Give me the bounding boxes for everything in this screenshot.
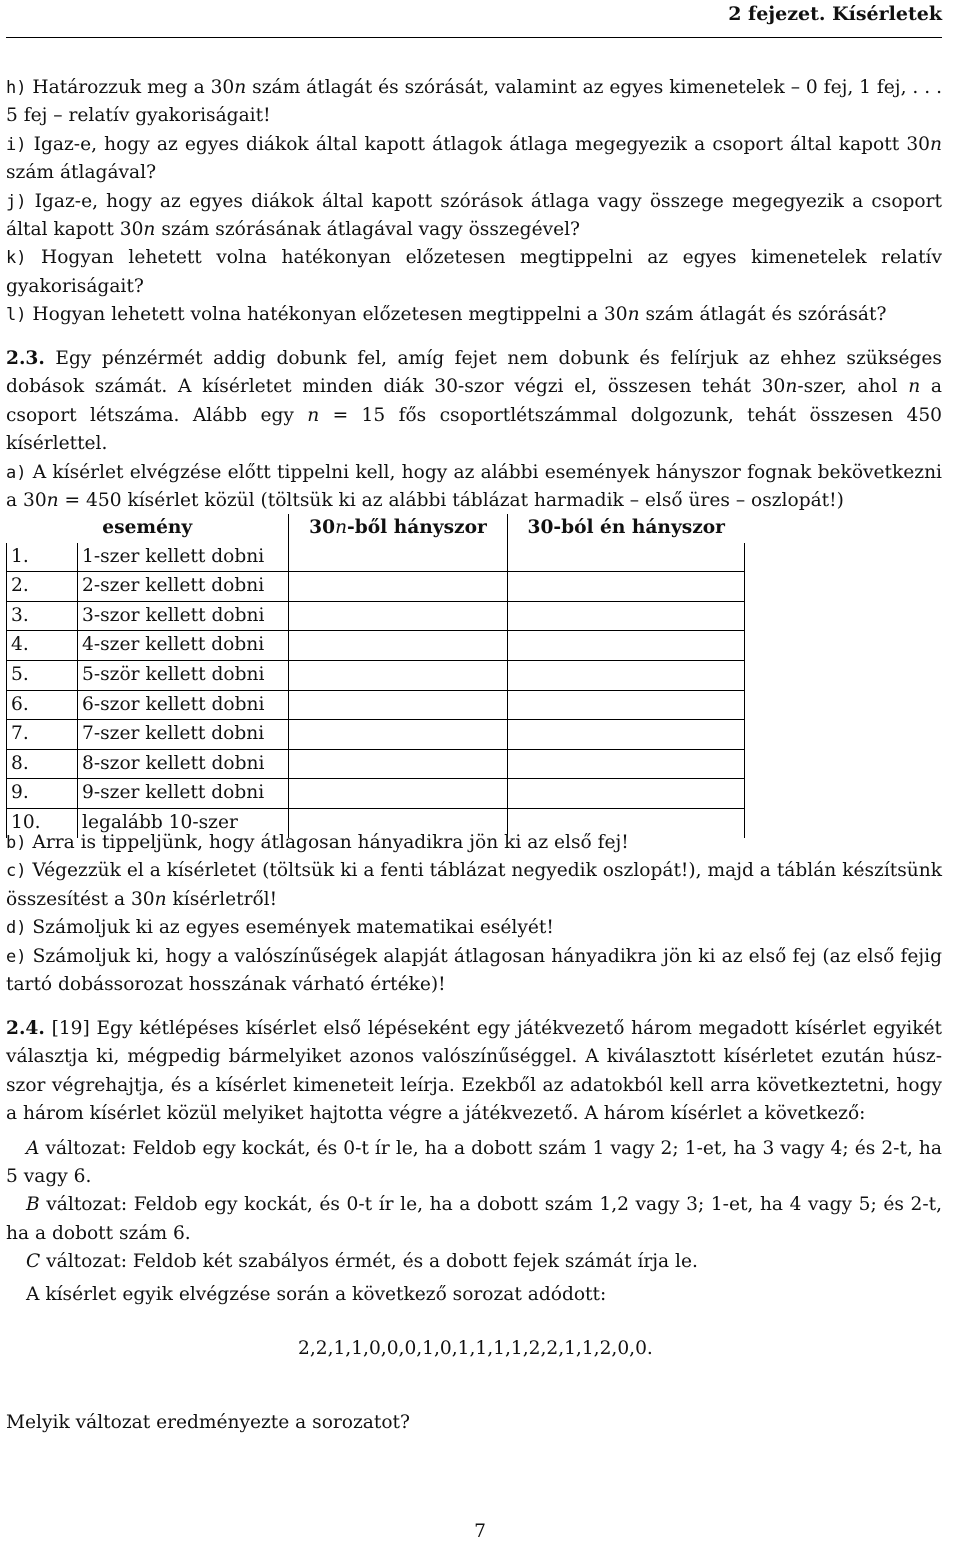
problem-2-4 [6, 1015, 942, 1309]
row-number: 6. [7, 690, 78, 720]
row-number: 9. [7, 779, 78, 809]
variant-a: A változat: Feldob egy kockát, és 0-t ír le, ha a dobott szám 1 vagy 2; 1-et, ha 3 vagy 4; és 2-t, ha 5 vagy 6. [6, 1137, 942, 1188]
question-label: a) [6, 462, 27, 483]
row-event: 5-ször kellett dobni [78, 660, 289, 690]
row-own-cell[interactable] [508, 660, 745, 690]
row-guess-cell[interactable] [289, 749, 508, 779]
chapter-header: 2 fejezet. Kísérletek [728, 3, 942, 25]
problem-2-3-text: 2.3. Egy pénzérmét addig dobunk fel, amíg fejet nem dobunk és felírjuk az ehhez szükséges dobások számát. A kísérletet minden diák 30-szor végzi el, összesen tehát 30n-szer, ahol n a csoport létszáma. Alább egy n = 15 fős csoportlétszámmal dolgozunk, tehát összesen 450 kísérlettel. [6, 348, 942, 455]
variant-b: B változat: Feldob egy kockát, és 0-t ír le, ha a dobott szám 1,2 vagy 3; 1-et, ha 4 vagy 5; és 2-t, ha a dobott szám 6. [6, 1194, 942, 1244]
row-event: 7-szer kellett dobni [78, 720, 289, 750]
table-row [7, 543, 745, 572]
question-label: i) [6, 134, 27, 155]
row-number: 8. [7, 749, 78, 779]
table-row [7, 601, 745, 631]
row-event: 9-szer kellett dobni [78, 779, 289, 809]
row-number: 10. [7, 808, 78, 837]
question-label: e) [6, 946, 27, 967]
table-row [7, 631, 745, 661]
row-number: 3. [7, 601, 78, 631]
variant-c: C változat: Feldob két szabályos érmét, és a dobott fejek számát írja le. [26, 1251, 698, 1273]
row-event: 8-szor kellett dobni [78, 749, 289, 779]
question-a: a) A kísérlet elvégzése előtt tippelni kell, hogy az alábbi események hányszor fognak bekövetkezni a 30n = 450 kísérlet közül (töltsük ki az alábbi táblázat harmadik – első üres – oszlopát!) [6, 461, 942, 512]
table-row [7, 749, 745, 779]
row-own-cell[interactable] [508, 779, 745, 809]
questions-top [6, 74, 942, 330]
column-header-group: 30n-ből hányszor [289, 514, 508, 543]
row-own-cell[interactable] [508, 690, 745, 720]
row-own-cell[interactable] [508, 543, 745, 572]
question-j: j) Igaz-e, hogy az egyes diákok által kapott szórások átlaga vagy összege megegyezik a csoport által kapott 30n szám szórásának átlagával vagy összegével? [6, 190, 942, 241]
question-label: d) [6, 918, 27, 939]
column-header-event: esemény [7, 514, 289, 543]
question-c: c) Végezzük el a kísérletet (töltsük ki a fenti táblázat negyedik oszlopát!), majd a táblán készítsünk összesítést a 30n kísérletről! [6, 860, 942, 910]
result-sequence: 2,2,1,1,0,0,0,1,0,1,1,1,1,2,2,1,1,2,0,0. [298, 1338, 653, 1359]
question-e: e) Számoljuk ki, hogy a valószínűségek alapját átlagosan hányadikra jön ki az első fej (az első fejig tartó dobássorozat hosszának várható értéke)! [6, 945, 942, 996]
row-number: 1. [7, 543, 78, 572]
question-l: l) Hogyan lehetett volna hatékonyan előzetesen megtippelni a 30n szám átlagát és szórását? [6, 304, 887, 326]
row-event: 1-szer kellett dobni [78, 543, 289, 572]
row-guess-cell[interactable] [289, 572, 508, 602]
header-rule [6, 37, 942, 38]
row-own-cell[interactable] [508, 631, 745, 661]
row-number: 4. [7, 631, 78, 661]
final-question-text: Melyik változat eredményezte a sorozatot? [6, 1412, 410, 1433]
problem-2-3 [6, 345, 942, 515]
table-row [7, 690, 745, 720]
row-event: 4-szer kellett dobni [78, 631, 289, 661]
table-row [7, 720, 745, 750]
question-label: j) [6, 191, 27, 212]
table-row [7, 779, 745, 809]
sequence-intro: A kísérlet egyik elvégzése során a következő sorozat adódott: [26, 1283, 607, 1305]
table-header-row [7, 514, 745, 543]
row-number: 7. [7, 720, 78, 750]
questions-after [6, 829, 942, 999]
page-number: 7 [474, 1521, 486, 1542]
row-own-cell[interactable] [508, 572, 745, 602]
question-d: d) Számoljuk ki az egyes események matematikai esélyét! [6, 917, 554, 939]
problem-number: 2.3. [6, 348, 45, 369]
row-event: 3-szor kellett dobni [78, 601, 289, 631]
problem-2-4-text: 2.4. [19] Egy kétlépéses kísérlet első lépéseként egy játékvezető három megadott kísérlet egyikét választja ki, mégpedig bármelyiket azonos valószínűséggel. A kiválasztott kísérletet ezután húsz-szor végrehajtja, és a kísérlet kimeneteit leírja. Ezekből az adatokból kell arra következtetni, hogy a három kísérlet közül melyiket hajtotta végre a játékvezető. A három kísérlet a következő: [6, 1018, 942, 1125]
question-h: h) Határozzuk meg a 30n szám átlagát és szórását, valamint az egyes kimenetelek – 0 fej, 1 fej, . . . 5 fej – relatív gyakoriságait! [6, 77, 942, 127]
final-question [6, 1409, 942, 1437]
problem-number: 2.4. [6, 1018, 45, 1039]
row-own-cell[interactable] [508, 720, 745, 750]
row-guess-cell[interactable] [289, 779, 508, 809]
row-guess-cell[interactable] [289, 690, 508, 720]
table-row [7, 660, 745, 690]
row-own-cell[interactable] [508, 749, 745, 779]
question-label: c) [6, 861, 27, 882]
row-event: 2-szer kellett dobni [78, 572, 289, 602]
row-guess-cell[interactable] [289, 660, 508, 690]
question-k: k) Hogyan lehetett volna hatékonyan előzetesen megtippelni az egyes kimenetelek relatív gyakoriságait? [6, 247, 942, 297]
question-b: b) Arra is tippeljünk, hogy átlagosan hányadikra jön ki az első fej! [6, 832, 629, 853]
row-guess-cell[interactable] [289, 720, 508, 750]
row-number: 5. [7, 660, 78, 690]
row-number: 2. [7, 572, 78, 602]
row-guess-cell[interactable] [289, 601, 508, 631]
events-table [6, 514, 745, 838]
question-i: i) Igaz-e, hogy az egyes diákok által kapott átlagok átlaga megegyezik a csoport által kapott 30n szám átlagával? [6, 133, 942, 184]
question-label: l) [6, 305, 27, 326]
column-header-own: 30-ból én hányszor [527, 517, 725, 538]
question-label: k) [6, 248, 27, 269]
row-event: legalább 10-szer [78, 808, 289, 837]
row-own-cell[interactable] [508, 601, 745, 631]
row-guess-cell[interactable] [289, 543, 508, 572]
row-event: 6-szor kellett dobni [78, 690, 289, 720]
question-label: h) [6, 78, 27, 98]
row-guess-cell[interactable] [289, 631, 508, 661]
table-body [7, 543, 745, 838]
table-row [7, 572, 745, 602]
question-label: b) [6, 833, 27, 853]
